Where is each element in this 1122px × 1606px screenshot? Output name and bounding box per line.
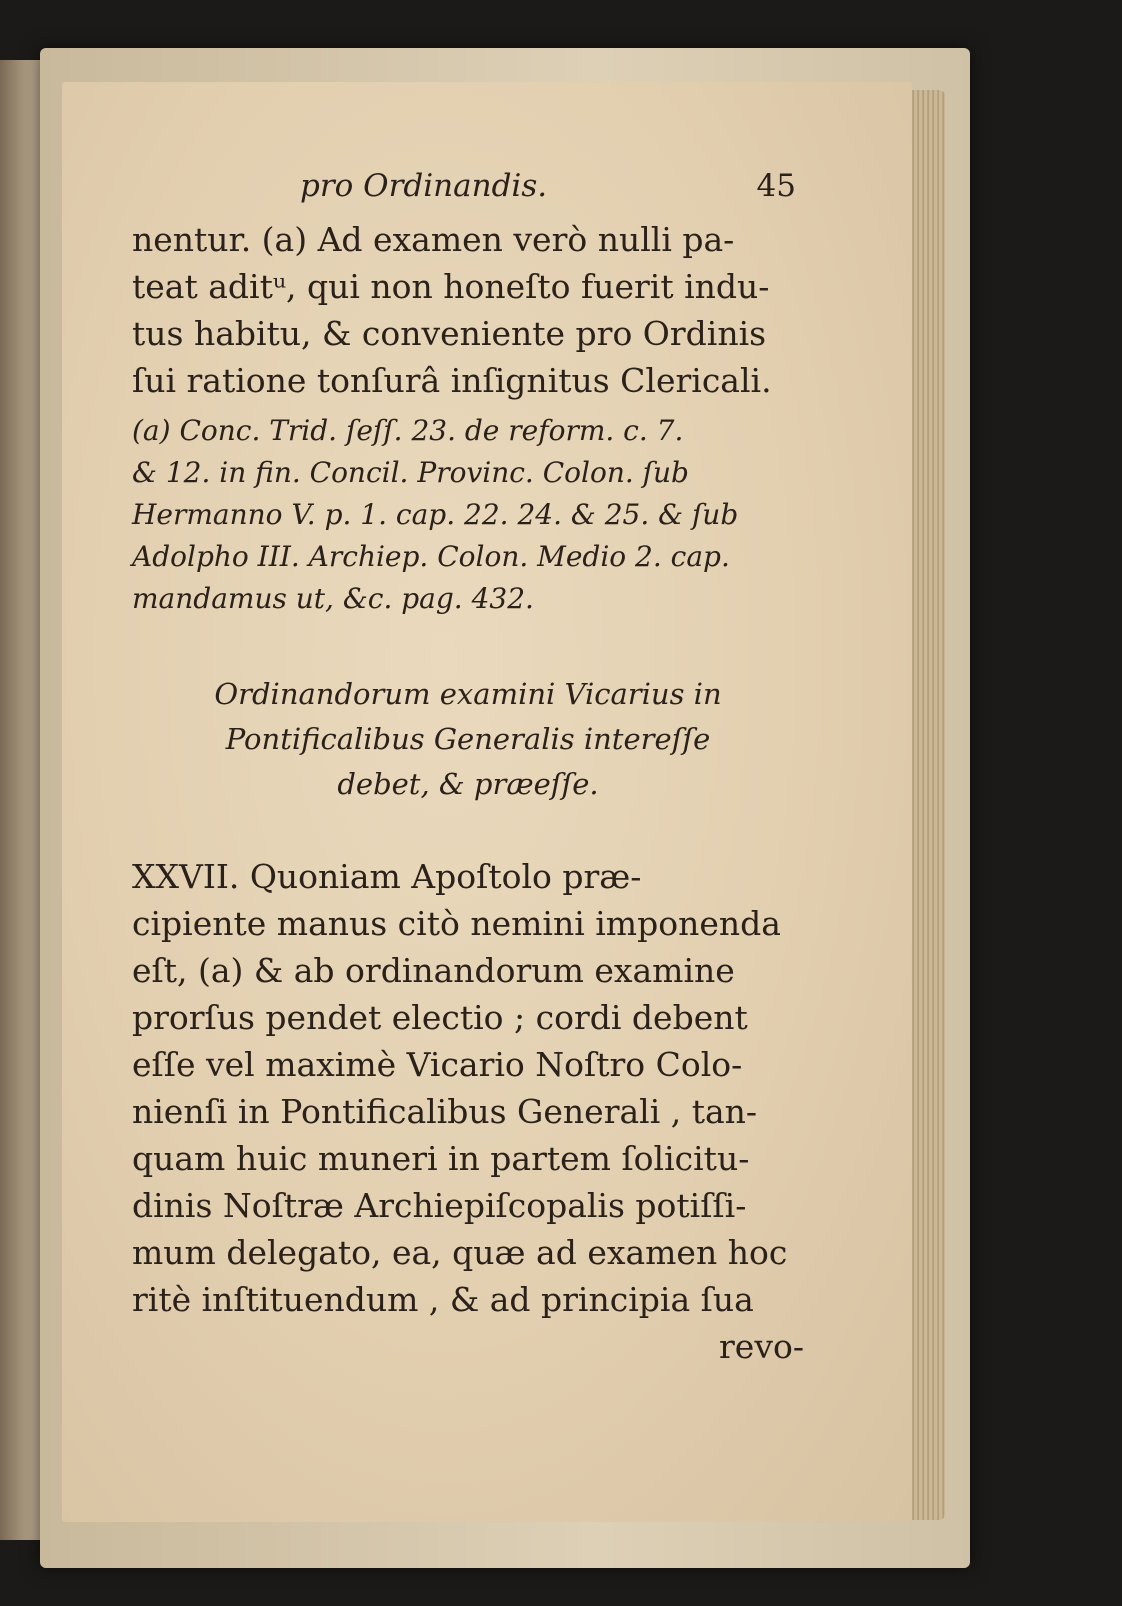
text-line: ſui ratione tonſurâ inſignitus Clericali. [132,361,772,400]
paragraph-1 [132,216,804,404]
section-heading [132,672,804,807]
footnote-line: mandamus ut, &c. pag. 432. [132,582,534,615]
paragraph-2 [132,853,804,1323]
text-line: teat aditᵘ, qui non honeſto fuerit indu- [132,267,770,306]
text-line: XXVII. Quoniam Apoſtolo præ- [132,857,642,896]
text-line: tus habitu, & conveniente pro Ordinis [132,314,767,353]
text-line: dinis Noſtræ Archiepiſcopalis potiſſi- [132,1186,747,1225]
catchword: revo- [719,1327,804,1366]
heading-line: Pontificalibus Generalis intereſſe [225,722,711,756]
page-number: 45 [756,168,796,204]
text-line: ritè inſtituendum , & ad principia ſua [132,1280,754,1319]
footnote-line: Adolpho III. Archiep. Colon. Medio 2. cap. [132,540,730,573]
text-line: nienſi in Pontificalibus Generali , tan- [132,1092,758,1131]
page-text [132,168,804,1370]
text-line: eſſe vel maximè Vicario Noſtro Colo- [132,1045,743,1084]
footnote [132,410,804,620]
running-head: pro Ordinandis. [300,168,548,204]
text-line: cipiente manus citò nemini imponenda [132,904,781,943]
page-header [132,168,804,216]
text-line: eſt, (a) & ab ordinandorum examine [132,951,735,990]
footnote-line: & 12. in fin. Concil. Provinc. Colon. ſub [132,456,689,489]
heading-line: debet, & præeſſe. [337,767,599,801]
text-line: prorſus pendet electio ; cordi debent [132,998,748,1037]
heading-line: Ordinandorum examini Vicarius in [214,677,722,711]
text-line: quam huic muneri in partem ſolicitu- [132,1139,750,1178]
text-line: nentur. (a) Ad examen verò nulli pa- [132,220,735,259]
text-line: mum delegato, ea, quæ ad examen hoc [132,1233,788,1272]
footnote-line: (a) Conc. Trid. ſeſſ. 23. de reform. c. 7. [132,414,684,447]
footnote-line: Hermanno V. p. 1. cap. 22. 24. & 25. & ſub [132,498,739,531]
